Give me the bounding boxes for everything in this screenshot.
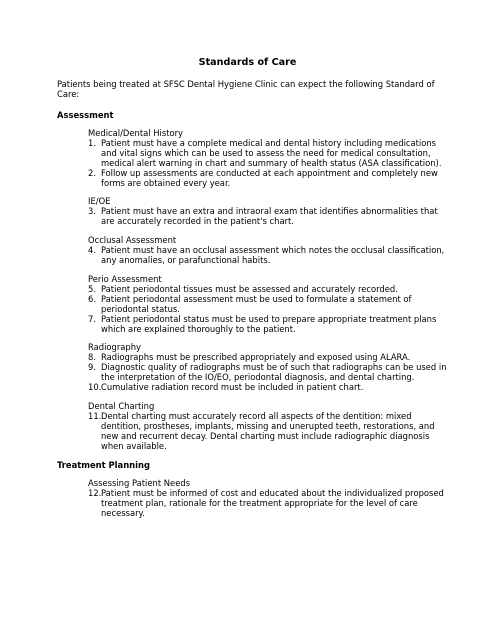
subhead-radiography: Radiography [88, 342, 142, 352]
section-heading-assessment: Assessment [57, 110, 114, 120]
item-line: Follow up assessments are conducted at each appointment and completely new [101, 168, 438, 178]
item-line: Dental charting must accurately record all aspects of the dentition: mixed [101, 411, 412, 421]
item-number: 8. [88, 352, 96, 362]
item-number: 6. [88, 294, 96, 304]
item-number: 2. [88, 168, 96, 178]
item-line: medical alert warning in chart and summary of health status (ASA classification). [101, 158, 442, 168]
subhead-medical-history: Medical/Dental History [88, 128, 184, 138]
item-line: forms are obtained every year. [101, 178, 231, 188]
item-number: 1. [88, 138, 96, 148]
item-line: periodontal status. [101, 304, 180, 314]
subhead-occlusal: Occlusal Assessment [88, 235, 177, 245]
item-number: 3. [88, 206, 96, 216]
item-line: treatment plan, rationale for the treatment appropriate for the level of care [101, 498, 418, 508]
intro-line: Patients being treated at SFSC Dental Hygiene Clinic can expect the following Standard of [57, 79, 435, 89]
item-line: new and recurrent decay. Dental charting must include radiographic diagnosis [101, 431, 430, 441]
item-line: Patient must have an extra and intraoral exam that identifies abnormalities that [101, 206, 438, 216]
page-title: Standards of Care [198, 57, 297, 68]
item-line: when available. [101, 441, 167, 451]
item-line: the interpretation of the IO/EO, periodontal diagnosis, and dental charting. [101, 372, 415, 382]
item-number: 5. [88, 284, 96, 294]
item-line: Patient periodontal status must be used to prepare appropriate treatment plans [101, 314, 437, 324]
item-number: 12. [88, 488, 102, 498]
item-number: 4. [88, 245, 96, 255]
item-number: 7. [88, 314, 96, 324]
item-number: 9. [88, 362, 96, 372]
item-line: any anomalies, or parafunctional habits. [101, 255, 271, 265]
item-line: Patient must be informed of cost and educated about the individualized proposed [101, 488, 444, 498]
intro-line: Care: [57, 89, 80, 99]
subhead-perio: Perio Assessment [88, 274, 162, 284]
item-line: Diagnostic quality of radiographs must be of such that radiographs can be used in [101, 362, 447, 372]
item-line: which are explained thoroughly to the patient. [101, 324, 296, 334]
item-line: Patient periodontal tissues must be assessed and accurately recorded. [101, 284, 398, 294]
subhead-needs: Assessing Patient Needs [88, 478, 191, 488]
item-line: Patient must have an occlusal assessment which notes the occlusal classification, [101, 245, 445, 255]
item-number: 10. [88, 382, 102, 392]
item-line: Cumulative radiation record must be included in patient chart. [101, 382, 364, 392]
subhead-charting: Dental Charting [88, 401, 155, 411]
item-line: and vital signs which can be used to assess the need for medical consultation, [101, 148, 431, 158]
intro-paragraph [57, 79, 435, 99]
item-line: Patient must have a complete medical and dental history including medications [101, 138, 437, 148]
item-line: are accurately recorded in the patient's chart. [101, 216, 294, 226]
section-heading-treatment-planning: Treatment Planning [57, 460, 150, 470]
item-line: dentition, prostheses, implants, missing and unerupted teeth, restorations, and [101, 421, 435, 431]
subhead-ie-oe: IE/OE [88, 196, 111, 206]
item-line: Radiographs must be prescribed appropriately and exposed using ALARA. [101, 352, 411, 362]
item-line: Patient periodontal assessment must be used to formulate a statement of [101, 294, 412, 304]
item-line: necessary. [101, 508, 145, 518]
item-number: 11. [88, 411, 102, 421]
